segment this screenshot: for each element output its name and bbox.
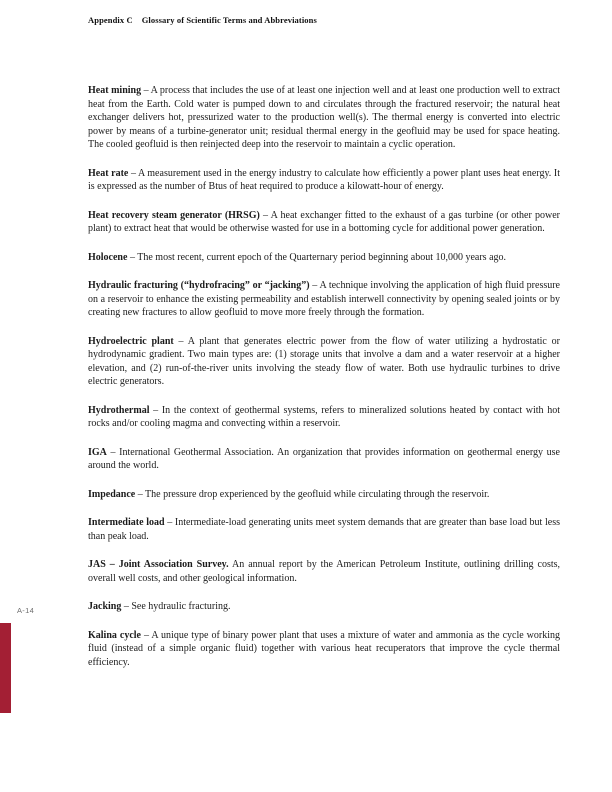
glossary-definition: – A process that includes the use of at least one injection well and at least one production well to extract heat from the Earth. Cold water is pumped down to and circulates through the fractured reservoir; the natural heat exchanger delivers hot, pressurized water to the production well(s). The thermal energy is converted into electric power by means of a turbine-generator unit; residual thermal energy in the geofluid may be used for space heating. The cooled geofluid is then reinjected deep into the reservoir to maintain a cyclic operation. (88, 85, 560, 150)
page-header (88, 15, 317, 25)
glossary-term: Hydroelectric plant (88, 335, 174, 347)
glossary-definition: – Intermediate-load generating units meet system demands that are greater than base load but less than peak load. (88, 517, 560, 542)
glossary-definition: – A plant that generates electric power from the flow of water utilizing a hydrostatic or hydrodynamic gradient. Two main types are: (1) storage units that involve a dam and a water reservoir at a higher elevation, and (2) run-of-the-river units involving the steady flow of water. Both use hydraulic turbines to drive electric generators. (88, 335, 560, 387)
glossary-term: Holocene (88, 251, 128, 263)
glossary-term: Intermediate load (88, 517, 165, 528)
glossary-entry (88, 446, 560, 473)
glossary-entry (88, 84, 560, 152)
glossary-term: IGA (88, 446, 107, 458)
glossary-definition: – A technique involving the application of high fluid pressure on a reservoir to enhance the existing permeability and establish interwell connectivity by opening sealed joints or by creating new fractures to allow geofluid to move more freely through the formation. (88, 280, 560, 318)
glossary-entry (88, 335, 560, 389)
spine-accent-bar (0, 623, 11, 713)
glossary-entry (88, 600, 560, 614)
glossary-term: Hydrothermal (88, 404, 150, 416)
glossary-definition: – A heat exchanger fitted to the exhaust of a gas turbine (or other power plant) to extract heat that would be otherwise wasted for use in a bottoming cycle for additional power generation. (88, 209, 560, 234)
glossary-term: Jacking (88, 601, 122, 612)
glossary-definition: – The most recent, current epoch of the Quarternary period beginning about 10,000 years ago. (129, 251, 507, 263)
glossary-entry (88, 516, 560, 543)
glossary-definition: – The pressure drop experienced by the geofluid while circulating through the reservoir. (137, 488, 490, 500)
glossary-definition: – International Geothermal Association. An organization that provides information on geothermal energy use around the world. (88, 446, 560, 471)
glossary-term: Kalina cycle (88, 629, 141, 641)
glossary-entry (88, 558, 560, 585)
glossary-term: Heat mining (88, 85, 142, 96)
glossary-term: Impedance (88, 488, 136, 500)
glossary-entry (88, 629, 560, 670)
appendix-label: Appendix C (88, 15, 133, 25)
glossary-entry (88, 404, 560, 431)
glossary-definition: – A measurement used in the energy industry to calculate how efficiently a power plant uses heat energy. It is expressed as the number of Btus of heat required to produce a kilowatt-hour of energy. (88, 167, 561, 192)
glossary-entry (88, 488, 560, 502)
glossary-entries (88, 84, 560, 684)
header-title: Glossary of Scientific Terms and Abbreviations (141, 15, 317, 25)
glossary-term: Heat rate (88, 167, 129, 179)
glossary-definition: – See hydraulic fracturing. (123, 601, 231, 612)
glossary-definition: – In the context of geothermal systems, refers to mineralized solutions heated by contact with hot rocks and/or cooling magma and convecting within a reservoir. (88, 404, 560, 429)
glossary-entry (88, 251, 560, 265)
glossary-entry (88, 209, 560, 236)
glossary-term: Hydraulic fracturing (“hydrofracing” or “jacking”) (88, 280, 310, 291)
glossary-entry (88, 279, 560, 320)
glossary-entry (88, 167, 560, 194)
glossary-definition: An annual report by the American Petroleum Institute, outlining drilling costs, overall well costs, and other geological information. (88, 559, 561, 584)
glossary-term: Heat recovery steam generator (HRSG) (88, 209, 260, 221)
page-number-label: A-14 (17, 606, 35, 615)
glossary-definition: – A unique type of binary power plant that uses a mixture of water and ammonia as the cycle working fluid (instead of a simple organic fluid) together with various heat recuperators that improve the cycle thermal efficiency. (88, 629, 560, 668)
glossary-term: JAS – Joint Association Survey. (88, 559, 229, 570)
